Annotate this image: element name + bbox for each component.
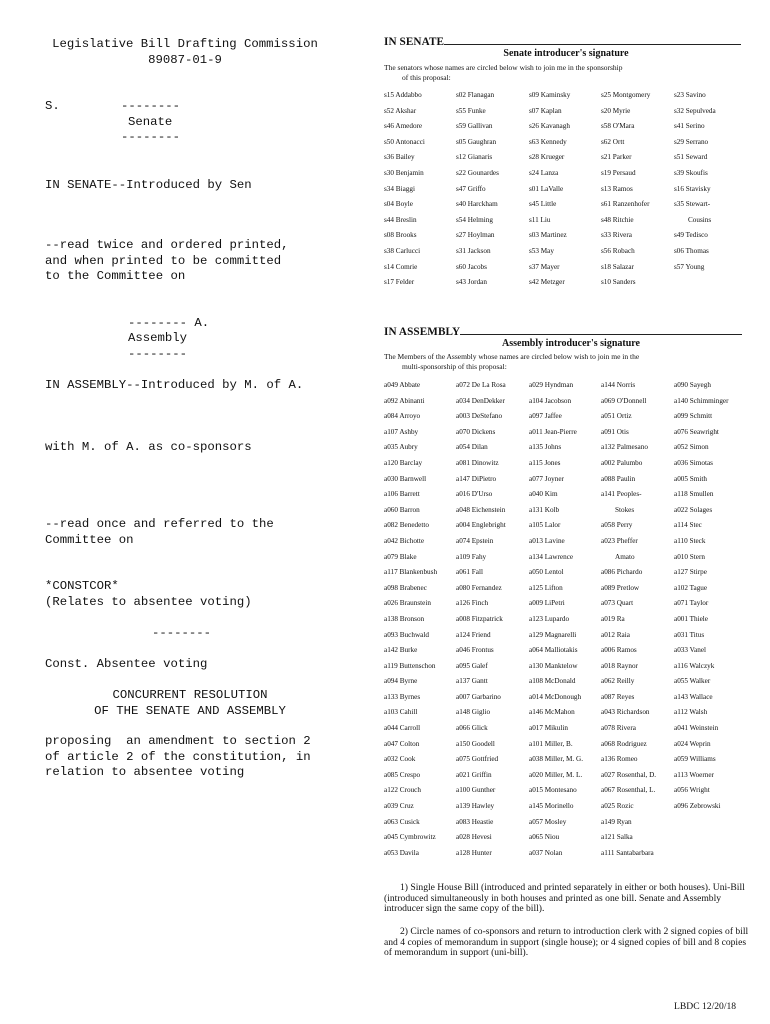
bill-cover-left — [0, 0, 370, 1024]
assembly-member[interactable]: a072 De La Rosa — [456, 381, 506, 389]
assembly-member[interactable]: a040 Kim — [529, 490, 558, 499]
assembly-member[interactable]: a043 Richardson — [601, 708, 650, 717]
assembly-member[interactable]: a150 Goodell — [456, 739, 495, 748]
assembly-member[interactable]: a112 Walsh — [674, 708, 708, 717]
assembly-member[interactable]: a144 Norris — [601, 381, 636, 389]
senate-member[interactable]: s47 Griffo — [456, 184, 486, 193]
senate-member[interactable]: s53 May — [529, 246, 554, 255]
assembly-member[interactable]: a090 Sayegh — [674, 381, 711, 389]
senate-heading — [384, 36, 741, 48]
assembly-member[interactable]: a078 Rivera — [601, 724, 636, 733]
assembly-member[interactable]: a067 Rosenthal, L. — [601, 786, 656, 795]
assembly-member[interactable]: a059 Williams — [674, 755, 716, 764]
assembly-member[interactable]: a038 Miller, M. G. — [529, 755, 584, 764]
senate-member[interactable]: s28 Krueger — [529, 153, 565, 162]
senate-member[interactable]: s44 Breslin — [384, 215, 417, 224]
assembly-member[interactable]: a128 Hunter — [456, 848, 492, 857]
assembly-member[interactable]: Amato — [615, 552, 635, 561]
senate-member[interactable]: s23 Savino — [674, 91, 706, 99]
senate-member[interactable]: s22 Gounardes — [456, 168, 499, 177]
assembly-member[interactable]: a053 Davila — [384, 848, 419, 857]
assembly-member[interactable]: a095 Galef — [456, 661, 488, 670]
assembly-note — [384, 352, 754, 371]
assembly-member[interactable]: a069 O'Donnell — [601, 396, 647, 405]
assembly-member[interactable]: a068 Rodriguez — [601, 739, 647, 748]
assembly-member[interactable]: a032 Cook — [384, 755, 416, 764]
assembly-member[interactable]: a021 Griffin — [456, 770, 492, 779]
assembly-member[interactable]: a041 Weinstein — [674, 724, 719, 733]
assembly-dashes: -------- — [128, 347, 188, 361]
senate-member[interactable]: s29 Serrano — [674, 137, 709, 146]
assembly-note-line2: multi-sponsorship of this proposal: — [402, 361, 507, 371]
senate-note-line2: of this proposal: — [402, 72, 451, 82]
assembly-note-line1: The Members of the Assembly whose names are circled below wish to join me in the — [384, 352, 640, 361]
senate-member[interactable]: s56 Robach — [601, 246, 635, 255]
assembly-member[interactable]: a141 Peoples- — [601, 490, 642, 499]
senate-member[interactable]: s33 Rivera — [601, 231, 632, 240]
assembly-member[interactable]: a008 Fitzpatrick — [456, 614, 503, 623]
senate-member[interactable]: s61 Ranzenhofer — [601, 200, 650, 209]
senate-member[interactable]: s51 Seward — [674, 153, 708, 162]
assembly-signature-label: Assembly introducer's signature — [502, 338, 640, 349]
senate-member[interactable]: s27 Hoylman — [456, 231, 495, 240]
footer-note-2: 2) Circle names of co-sponsors and return to introduction clerk with 2 signed copies of bill and 4 copies of memorandum in support (single house); or 4 signed copies of bill and 8 copies of memorandum in support (uni-bill). — [384, 926, 749, 959]
senate-member[interactable]: s60 Jacobs — [456, 262, 487, 271]
assembly-member[interactable]: a036 Simotas — [674, 458, 713, 467]
senate-member[interactable]: s45 Little — [529, 200, 557, 209]
assembly-member[interactable]: a096 Zebrowski — [674, 802, 721, 811]
assembly-member[interactable]: a024 Weprin — [674, 739, 711, 748]
assembly-member[interactable]: a061 Fall — [456, 568, 483, 577]
assembly-member[interactable]: a130 Manktelow — [529, 661, 578, 670]
senate-member[interactable]: s20 Myrie — [601, 106, 631, 115]
senate-member[interactable]: s37 Mayer — [529, 262, 560, 271]
assembly-member[interactable]: a142 Burke — [384, 646, 418, 655]
assembly-member[interactable]: a129 Magnarelli — [529, 630, 577, 639]
assembly-member[interactable]: a066 Glick — [456, 724, 488, 733]
assembly-member[interactable]: a149 Ryan — [601, 817, 632, 826]
senate-note — [384, 63, 754, 82]
assembly-member[interactable]: a045 Cymbrowitz — [384, 833, 436, 842]
assembly-member[interactable]: a098 Brabenec — [384, 583, 427, 592]
senate-member[interactable]: s13 Ramos — [601, 184, 633, 193]
senate-member[interactable]: s17 Felder — [384, 278, 415, 287]
assembly-label: Assembly — [128, 331, 188, 345]
assembly-member[interactable]: a028 Hevesi — [456, 833, 492, 842]
assembly-member[interactable]: a029 Hyndman — [529, 381, 574, 389]
senate-member-grid — [384, 88, 764, 291]
assembly-member[interactable]: a034 DenDekker — [456, 396, 505, 405]
assembly-member[interactable]: a002 Palumbo — [601, 458, 643, 467]
assembly-member[interactable]: a017 Mikulin — [529, 724, 568, 733]
assembly-member[interactable]: a107 Ashby — [384, 427, 419, 436]
assembly-member[interactable] — [674, 830, 764, 846]
assembly-member[interactable]: a124 Friend — [456, 630, 491, 639]
senate-signature-label: Senate introducer's signature — [503, 48, 629, 59]
assembly-member[interactable]: a131 Kolb — [529, 505, 560, 514]
assembly-member[interactable]: a052 Simon — [674, 443, 709, 452]
assembly-member[interactable]: a057 Mosley — [529, 817, 567, 826]
assembly-member[interactable]: a136 Romeo — [601, 755, 638, 764]
assembly-member[interactable]: a014 McDonough — [529, 692, 582, 701]
assembly-member[interactable]: a006 Ramos — [601, 646, 637, 655]
assembly-member[interactable]: a087 Reyes — [601, 692, 635, 701]
senate-label: Senate — [128, 115, 173, 129]
assembly-member[interactable]: a075 Gottfried — [456, 755, 499, 764]
assembly-member[interactable]: a035 Aubry — [384, 443, 418, 452]
assembly-member[interactable]: a106 Barrett — [384, 490, 420, 499]
assembly-member[interactable]: a044 Carroll — [384, 724, 421, 733]
senate-member[interactable]: s03 Martinez — [529, 231, 567, 240]
assembly-heading-text: IN ASSEMBLY — [384, 326, 461, 338]
assembly-member[interactable]: a119 Buttenschon — [384, 661, 436, 670]
assembly-member[interactable]: a145 Morinello — [529, 802, 574, 811]
relates-dashes: -------- — [152, 626, 212, 640]
assembly-member[interactable]: a010 Stern — [674, 552, 705, 561]
senate-member[interactable]: s49 Tedisco — [674, 231, 708, 240]
senate-member[interactable]: s11 Liu — [529, 215, 551, 224]
assembly-member[interactable]: a071 Taylor — [674, 599, 709, 608]
senate-member[interactable]: s06 Thomas — [674, 246, 709, 255]
assembly-member[interactable]: a037 Nolan — [529, 848, 563, 857]
assembly-member[interactable]: a011 Jean-Pierre — [529, 427, 577, 436]
assembly-member[interactable]: a048 Eichenstein — [456, 505, 506, 514]
senate-member[interactable]: s41 Serino — [674, 122, 705, 131]
assembly-member[interactable]: a063 Cusick — [384, 817, 420, 826]
senate-member[interactable]: s43 Jordan — [456, 278, 487, 287]
assembly-member[interactable]: a089 Pretlow — [601, 583, 640, 592]
assembly-member[interactable]: a026 Braunstein — [384, 599, 431, 608]
assembly-member[interactable]: a132 Palmesano — [601, 443, 648, 452]
assembly-member[interactable]: a031 Titus — [674, 630, 705, 639]
senate-member[interactable]: s46 Amedore — [384, 122, 423, 131]
assembly-member[interactable]: a012 Raia — [601, 630, 630, 639]
assembly-member[interactable]: a065 Niou — [529, 833, 560, 842]
assembly-member[interactable]: a055 Walker — [674, 677, 711, 686]
assembly-member[interactable]: a083 Heastie — [456, 817, 494, 826]
assembly-member[interactable]: a033 Vanel — [674, 646, 707, 655]
senate-member[interactable]: s31 Jackson — [456, 246, 491, 255]
assembly-member[interactable] — [674, 846, 764, 862]
assembly-member[interactable]: a027 Rosenthal, D. — [601, 770, 657, 779]
assembly-member[interactable]: a013 Lavine — [529, 536, 565, 545]
assembly-member[interactable]: a117 Blankenbush — [384, 568, 438, 577]
assembly-member[interactable]: a030 Barnwell — [384, 474, 427, 483]
senate-introduced: IN SENATE--Introduced by Sen — [45, 178, 252, 192]
senate-member[interactable]: s19 Persaud — [601, 168, 636, 177]
senate-note-line1: The senators whose names are circled below wish to join me in the sponsorship — [384, 63, 623, 72]
senate-member[interactable]: s05 Gaughran — [456, 137, 497, 146]
assembly-member[interactable]: a109 Fahy — [456, 552, 487, 561]
senate-member[interactable]: s14 Comrie — [384, 262, 418, 271]
assembly-member[interactable]: a111 Santabarbara — [601, 848, 654, 857]
assembly-member[interactable]: a138 Bronson — [384, 614, 425, 623]
senate-member[interactable]: s40 Harckham — [456, 200, 498, 209]
senate-member[interactable]: s42 Metzger — [529, 278, 565, 287]
assembly-member[interactable]: a121 Salka — [601, 833, 633, 842]
senate-member[interactable]: s16 Stavisky — [674, 184, 711, 193]
assembly-member[interactable]: a039 Cruz — [384, 802, 414, 811]
assembly-member[interactable]: a005 Smith — [674, 474, 707, 483]
senate-member[interactable]: s07 Kaplan — [529, 106, 562, 115]
bill-number: 89087-01-9 — [148, 53, 222, 67]
assembly-member[interactable]: a139 Hawley — [456, 802, 495, 811]
senate-member[interactable]: s50 Antonacci — [384, 137, 425, 146]
senate-member[interactable]: s59 Gallivan — [456, 122, 493, 131]
assembly-member[interactable]: a009 LiPetri — [529, 599, 565, 608]
assembly-member[interactable] — [674, 815, 764, 831]
assembly-member[interactable]: a085 Crespo — [384, 770, 421, 779]
assembly-member[interactable]: a003 DeStefano — [456, 412, 503, 421]
short-title: Const. Absentee voting — [45, 657, 208, 671]
assembly-member[interactable]: a118 Smullen — [674, 490, 714, 499]
senate-member[interactable]: s10 Sanders — [601, 278, 636, 287]
senate-member[interactable]: s18 Salazar — [601, 262, 634, 271]
assembly-member[interactable]: a147 DiPietro — [456, 474, 497, 483]
senate-member[interactable]: s62 Ortt — [601, 137, 625, 146]
assembly-member[interactable]: a092 Abinanti — [384, 396, 425, 405]
assembly-member[interactable]: a091 Otis — [601, 427, 629, 436]
senate-member[interactable] — [674, 275, 764, 291]
assembly-member[interactable]: a101 Miller, B. — [529, 739, 573, 748]
senate-member[interactable]: s30 Benjamin — [384, 168, 424, 177]
assembly-member[interactable]: a125 Lifton — [529, 583, 563, 592]
assembly-member[interactable]: a051 Ortiz — [601, 412, 632, 421]
assembly-member[interactable]: a140 Schimminger — [674, 396, 729, 405]
assembly-signature-line[interactable] — [460, 334, 742, 335]
assembly-member[interactable]: a097 Jaffee — [529, 412, 562, 421]
assembly-member[interactable]: a001 Thiele — [674, 614, 708, 623]
assembly-member[interactable]: a076 Seawright — [674, 427, 719, 436]
assembly-member[interactable]: a080 Fernandez — [456, 583, 502, 592]
assembly-member[interactable]: a102 Tague — [674, 583, 708, 592]
assembly-member[interactable]: a058 Perry — [601, 521, 633, 530]
assembly-member[interactable]: a060 Barron — [384, 505, 420, 514]
assembly-member[interactable]: a074 Epstein — [456, 536, 494, 545]
senate-member[interactable]: s08 Brooks — [384, 231, 417, 240]
assembly-member[interactable]: a134 Lawrence — [529, 552, 574, 561]
assembly-member[interactable]: a084 Arroyo — [384, 412, 421, 421]
senate-member[interactable]: s34 Biaggi — [384, 184, 415, 193]
assembly-member[interactable]: a114 Stec — [674, 521, 702, 530]
assembly-member[interactable]: a025 Rozic — [601, 802, 634, 811]
assembly-introduced: IN ASSEMBLY--Introduced by M. of A. — [45, 378, 304, 392]
senate-member[interactable]: s55 Funke — [456, 106, 486, 115]
concurrent-resolution-title: CONCURRENT RESOLUTION OF THE SENATE AND ASSEMBLY — [94, 688, 286, 718]
assembly-member[interactable]: a105 Lalor — [529, 521, 561, 530]
senate-member[interactable]: s21 Parker — [601, 153, 632, 162]
senate-member[interactable]: s58 O'Mara — [601, 122, 635, 131]
senate-member[interactable]: s54 Helming — [456, 215, 493, 224]
assembly-member[interactable]: a088 Paulin — [601, 474, 636, 483]
relates-line: (Relates to absentee voting) — [45, 595, 252, 609]
assembly-member[interactable]: a016 D'Urso — [456, 490, 493, 499]
commission-name: Legislative Bill Drafting Commission — [52, 37, 318, 51]
assembly-member[interactable]: a054 Dilan — [456, 443, 488, 452]
assembly-member[interactable]: a148 Giglio — [456, 708, 491, 717]
assembly-member[interactable]: a046 Frontus — [456, 646, 494, 655]
assembly-member-grid — [384, 378, 764, 861]
senate-member[interactable]: s26 Kavanagh — [529, 122, 570, 131]
assembly-member[interactable]: a070 Dickens — [456, 427, 496, 436]
assembly-member[interactable]: a047 Colton — [384, 739, 420, 748]
senate-member[interactable]: s12 Gianaris — [456, 153, 493, 162]
senate-signature-line[interactable] — [444, 44, 741, 45]
senate-heading-text: IN SENATE — [384, 36, 445, 48]
constcor-tag: *CONSTCOR* — [45, 579, 119, 593]
assembly-member[interactable]: a108 McDonald — [529, 677, 576, 686]
senate-member[interactable]: s24 Lanza — [529, 168, 559, 177]
senate-member[interactable]: s09 Kaminsky — [529, 91, 571, 99]
assembly-member[interactable]: a049 Abbate — [384, 381, 421, 389]
senate-member[interactable]: s02 Flanagan — [456, 91, 495, 99]
assembly-member[interactable]: Stokes — [615, 505, 635, 514]
assembly-member[interactable]: a115 Jones — [529, 458, 561, 467]
senate-member[interactable]: Cousins — [688, 215, 712, 224]
assembly-member[interactable]: a146 McMahon — [529, 708, 575, 717]
assembly-member[interactable]: a082 Benedetto — [384, 521, 429, 530]
assembly-member[interactable]: a050 Lentol — [529, 568, 564, 577]
assembly-member[interactable]: a077 Joyner — [529, 474, 564, 483]
assembly-member[interactable]: a086 Pichardo — [601, 568, 643, 577]
senate-member[interactable]: s04 Boyle — [384, 200, 413, 209]
assembly-member[interactable]: a064 Malliotakis — [529, 646, 578, 655]
assembly-member[interactable]: a007 Garbarino — [456, 692, 501, 701]
assembly-member[interactable]: a126 Finch — [456, 599, 489, 608]
senate-member[interactable]: s52 Akshar — [384, 106, 417, 115]
assembly-member[interactable]: a123 Lupardo — [529, 614, 570, 623]
assembly-member[interactable]: a099 Schmitt — [674, 412, 713, 421]
assembly-member[interactable]: a137 Gantt — [456, 677, 488, 686]
footer-note-1: 1) Single House Bill (introduced and printed separately in either or both houses). Uni-Bill (introduced simultaneously in both houses and printed as one bill. Senate and Assembly introducer sign the same copy of the bill). — [384, 882, 745, 915]
assembly-member[interactable]: a073 Quart — [601, 599, 634, 608]
assembly-member[interactable]: a018 Raynor — [601, 661, 638, 670]
senate-dashes-top: -------- — [121, 99, 181, 113]
assembly-member[interactable]: a020 Miller, M. L. — [529, 770, 583, 779]
senate-dashes-bottom: -------- — [121, 130, 181, 144]
assembly-member[interactable]: a100 Gunther — [456, 786, 496, 795]
senate-read-instructions: --read twice and ordered printed, and when printed to be committed to the Committee on — [45, 238, 289, 283]
assembly-member[interactable]: a023 Pheffer — [601, 536, 638, 545]
senate-member[interactable]: s25 Montgomery — [601, 91, 651, 99]
cosponsors-line: with M. of A. as co-sponsors — [45, 440, 252, 454]
senate-member[interactable]: s15 Addabbo — [384, 91, 422, 99]
assembly-member[interactable]: a113 Woerner — [674, 770, 714, 779]
senate-member[interactable]: s63 Kennedy — [529, 137, 567, 146]
senate-member[interactable]: s57 Young — [674, 262, 705, 271]
assembly-member[interactable]: a120 Barclay — [384, 458, 423, 467]
assembly-member[interactable]: a104 Jacobson — [529, 396, 572, 405]
assembly-member[interactable]: a110 Steck — [674, 536, 706, 545]
assembly-member[interactable]: a079 Blake — [384, 552, 417, 561]
assembly-member[interactable]: a062 Reilly — [601, 677, 635, 686]
assembly-member[interactable]: a093 Buchwald — [384, 630, 429, 639]
assembly-member[interactable]: a081 Dinowitz — [456, 458, 499, 467]
senate-member[interactable]: s32 Sepulveda — [674, 106, 716, 115]
assembly-heading — [384, 326, 742, 338]
assembly-member[interactable]: a015 Montesano — [529, 786, 577, 795]
senate-member[interactable]: s35 Stewart- — [674, 200, 711, 209]
assembly-member[interactable]: a022 Solages — [674, 505, 713, 514]
senate-prefix: S. — [45, 99, 60, 113]
assembly-member[interactable]: a042 Bichotte — [384, 536, 425, 545]
senate-member[interactable]: s36 Bailey — [384, 153, 415, 162]
senate-member[interactable]: s38 Carlucci — [384, 246, 421, 255]
assembly-read-instructions: --read once and referred to the Committee on — [45, 517, 274, 547]
lbdc-date: LBDC 12/20/18 — [674, 1001, 737, 1012]
assembly-a-label: -------- A. — [128, 316, 210, 330]
senate-member[interactable]: s01 LaValle — [529, 184, 564, 193]
assembly-member[interactable]: a116 Walczyk — [674, 661, 715, 670]
senate-member[interactable]: s39 Skoufis — [674, 168, 708, 177]
assembly-member[interactable]: a127 Stirpe — [674, 568, 707, 577]
assembly-member[interactable]: a135 Johns — [529, 443, 562, 452]
assembly-member[interactable]: a143 Wallace — [674, 692, 713, 701]
assembly-member[interactable]: a094 Byrne — [384, 677, 418, 686]
assembly-member[interactable]: a056 Wright — [674, 786, 710, 795]
assembly-member[interactable]: a103 Cahill — [384, 708, 418, 717]
senate-member[interactable]: s48 Ritchie — [601, 215, 634, 224]
assembly-member[interactable]: a004 Englebright — [456, 521, 506, 530]
proposing-text: proposing an amendment to section 2 of article 2 of the constitution, in relation to absentee voting — [45, 734, 311, 779]
assembly-member[interactable]: a133 Byrnes — [384, 692, 421, 701]
assembly-member[interactable]: a019 Ra — [601, 614, 625, 623]
assembly-member[interactable]: a122 Crouch — [384, 786, 421, 795]
